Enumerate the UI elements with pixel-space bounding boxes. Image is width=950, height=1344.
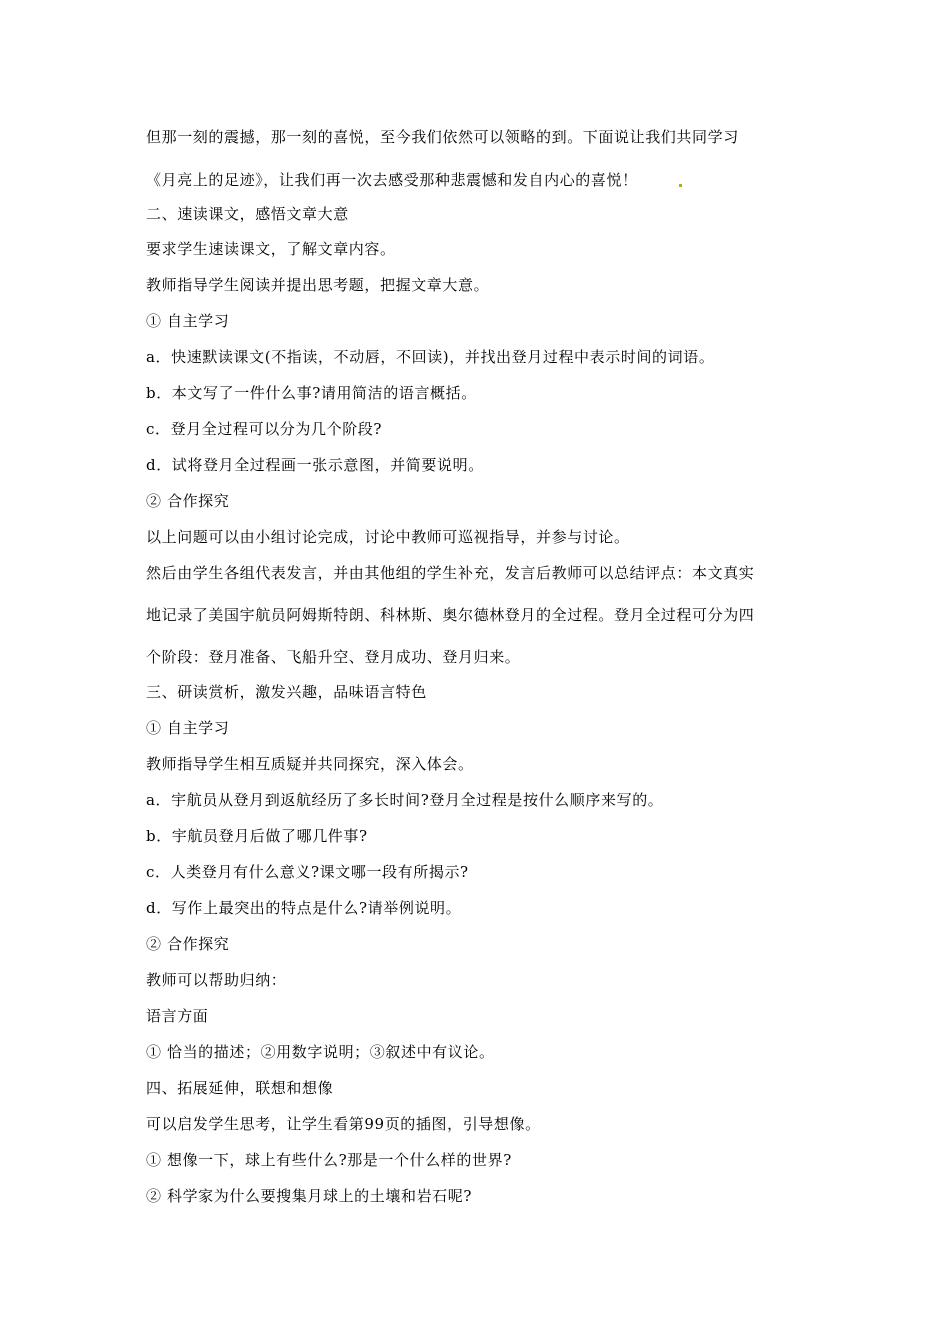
list-item: ① 想像一下，球上有些什么?那是一个什么样的世界? xyxy=(146,1151,512,1169)
text-line: 个阶段：登月准备、飞船升空、登月成功、登月归来。 xyxy=(146,648,521,666)
text-line: 教师指导学生相互质疑并共同探究，深入体会。 xyxy=(146,755,474,773)
text-line: 语言方面 xyxy=(146,1007,209,1025)
text-line: 可以启发学生思考，让学生看第99页的插图，引导想像。 xyxy=(146,1115,541,1133)
list-item: b．宇航员登月后做了哪几件事? xyxy=(146,827,368,845)
text-line: 以上问题可以由小组讨论完成，讨论中教师可巡视指导，并参与讨论。 xyxy=(146,528,630,546)
list-item: a．快速默读课文(不指读，不动唇，不回读)，并找出登月过程中表示时间的词语。 xyxy=(146,348,715,366)
list-item: b．本文写了一件什么事?请用简洁的语言概括。 xyxy=(146,384,477,402)
text-line: 然后由学生各组代表发言，并由其他组的学生补充，发言后教师可以总结评点：本文真实 xyxy=(146,564,755,582)
list-item: c．人类登月有什么意义?课文哪一段有所揭示? xyxy=(146,863,469,881)
text-line: 但那一刻的震撼，那一刻的喜悦，至今我们依然可以领略的到。下面说让我们共同学习 xyxy=(146,128,739,146)
subheading: ① 自主学习 xyxy=(146,312,230,330)
text-line: 地记录了美国宇航员阿姆斯特朗、科林斯、奥尔德林登月的全过程。登月全过程可分为四 xyxy=(146,606,755,624)
list-item: a．宇航员从登月到返航经历了多长时间?登月全过程是按什么顺序来写的。 xyxy=(146,791,664,809)
text-line: 要求学生速读课文，了解文章内容。 xyxy=(146,240,396,258)
section-heading: 三、研读赏析，激发兴趣，品味语言特色 xyxy=(146,683,427,701)
subheading: ② 合作探究 xyxy=(146,935,230,953)
list-item: d．试将登月全过程画一张示意图，并简要说明。 xyxy=(146,456,484,474)
list-item: d．写作上最突出的特点是什么?请举例说明。 xyxy=(146,899,462,917)
highlight-mark xyxy=(679,184,682,187)
list-item: ② 科学家为什么要搜集月球上的土壤和岩石呢? xyxy=(146,1187,473,1205)
text-line: 教师可以帮助归纳： xyxy=(146,971,287,989)
section-heading: 四、拓展延伸，联想和想像 xyxy=(146,1079,334,1097)
text-line: 《月亮上的足迹》，让我们再一次去感受那种悲震憾和发自内心的喜悦！ xyxy=(146,171,638,189)
text-line: ① 恰当的描述；②用数字说明；③叙述中有议论。 xyxy=(146,1043,495,1061)
subheading: ① 自主学习 xyxy=(146,719,230,737)
list-item: c．登月全过程可以分为几个阶段? xyxy=(146,420,383,438)
text-line: 教师指导学生阅读并提出思考题，把握文章大意。 xyxy=(146,276,490,294)
subheading: ② 合作探究 xyxy=(146,492,230,510)
section-heading: 二、速读课文，感悟文章大意 xyxy=(146,205,349,223)
